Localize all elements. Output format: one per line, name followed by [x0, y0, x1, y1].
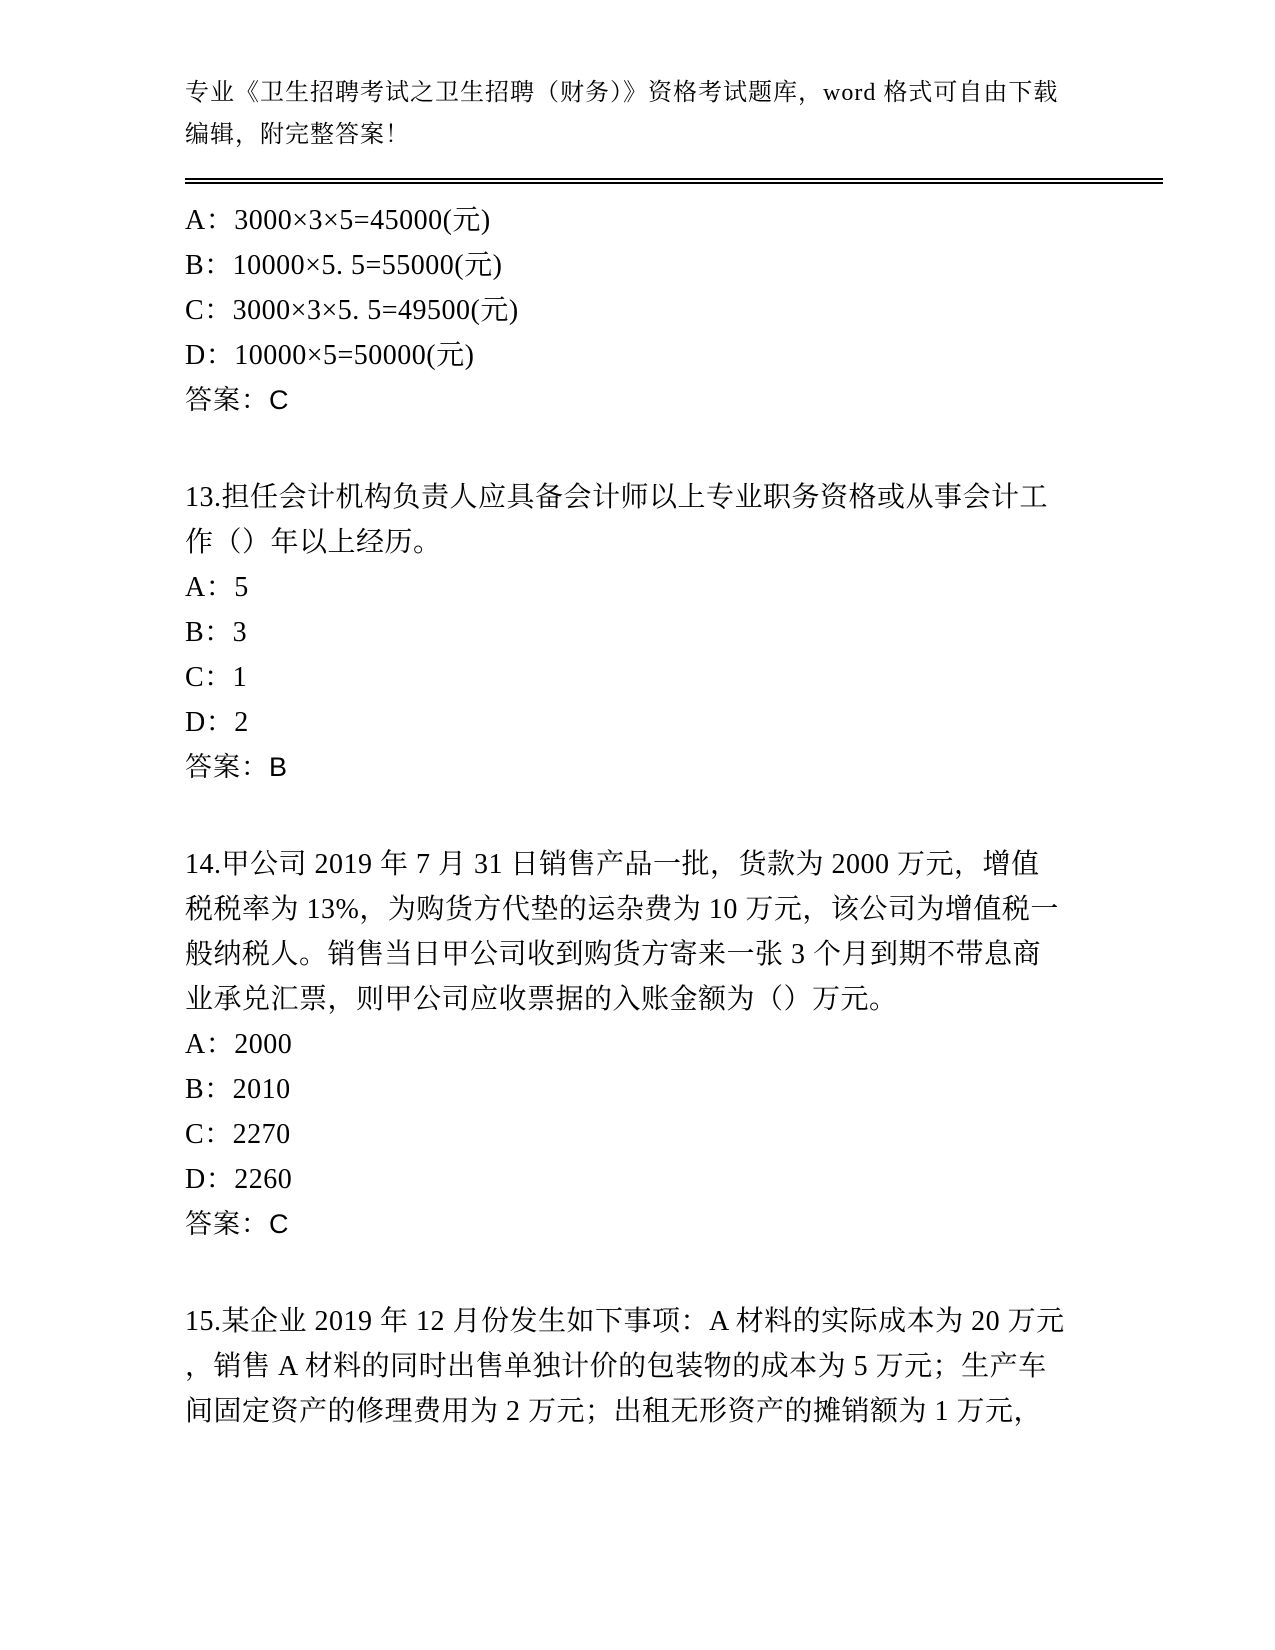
question-stem-line: ，销售 A 材料的同时出售单独计价的包装物的成本为 5 万元；生产车 [185, 1351, 1047, 1382]
question-stem-line: 15.某企业 2019 年 12 月份发生如下事项：A 材料的实际成本为 20 万元 [185, 1306, 1065, 1337]
option-b: B：2010 [185, 1074, 291, 1105]
option-d: D：10000×5=50000(元) [185, 340, 475, 371]
question-stem-line: 般纳税人。销售当日甲公司收到购货方寄来一张 3 个月到期不带息商 [185, 939, 1042, 970]
option-a: A：2000 [185, 1029, 293, 1060]
question-stem-line: 业承兑汇票，则甲公司应收票据的入账金额为（）万元。 [185, 984, 898, 1015]
option-b: B：3 [185, 617, 248, 648]
option-c: C：2270 [185, 1119, 291, 1150]
page-header [185, 0, 1163, 184]
header-text-line-2: 编辑，附完整答案！ [185, 122, 410, 148]
option-a: A：3000×3×5=45000(元) [185, 205, 491, 236]
option-d: D：2260 [185, 1164, 293, 1195]
question-block-13 [185, 475, 1163, 790]
document-body [185, 184, 1163, 1434]
answer-line: 答案：C [185, 385, 290, 415]
question-stem-line: 作（）年以上经历。 [185, 527, 442, 558]
option-d: D：2 [185, 707, 249, 738]
question-block-15 [185, 1299, 1163, 1434]
question-stem-line: 间固定资产的修理费用为 2 万元；出租无形资产的摊销额为 1 万元， [185, 1396, 1043, 1427]
question-block-continued [185, 198, 1163, 423]
header-text-line-1: 专业《卫生招聘考试之卫生招聘（财务）》资格考试题库，word 格式可自由下载 [185, 80, 1059, 106]
option-c: C：1 [185, 662, 248, 693]
question-stem-line: 税税率为 13%，为购货方代垫的运杂费为 10 万元，该公司为增值税一 [185, 894, 1059, 925]
answer-line: 答案：B [185, 752, 289, 782]
question-block-14 [185, 842, 1163, 1247]
option-b: B：10000×5. 5=55000(元) [185, 250, 503, 281]
option-c: C：3000×3×5. 5=49500(元) [185, 295, 519, 326]
answer-line: 答案：C [185, 1209, 290, 1239]
question-stem-line: 13.担任会计机构负责人应具备会计师以上专业职务资格或从事会计工 [185, 482, 1049, 513]
question-stem-line: 14.甲公司 2019 年 7 月 31 日销售产品一批，货款为 2000 万元，增值 [185, 849, 1040, 880]
option-a: A：5 [185, 572, 249, 603]
